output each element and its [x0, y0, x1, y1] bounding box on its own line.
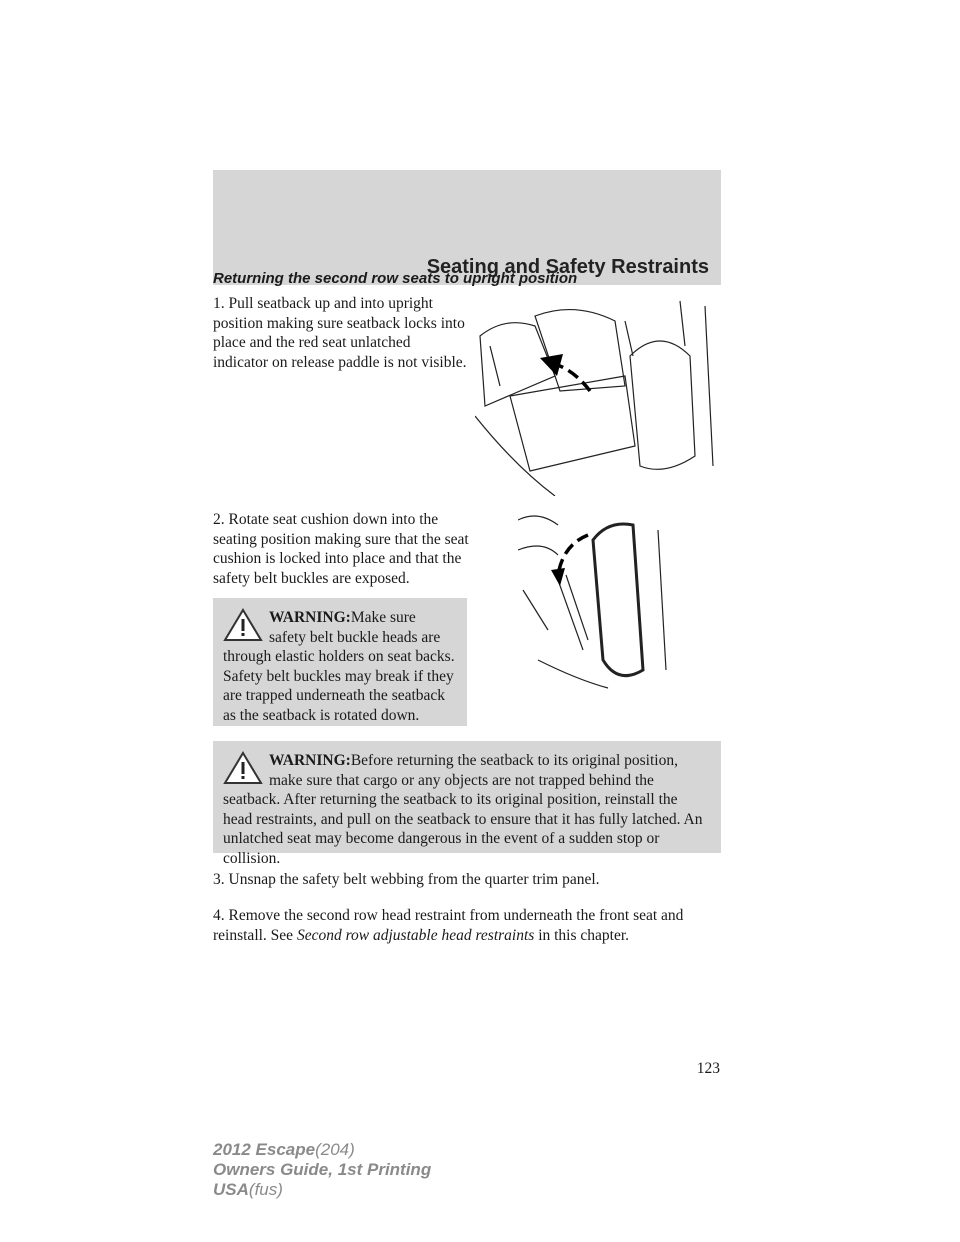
chapter-header: [213, 170, 721, 285]
footer-model-code: (204): [315, 1140, 355, 1159]
footer-market: USA: [213, 1180, 249, 1199]
warning-text: Before returning the seatback to its original position, make sure that cargo or any objects are not trapped behind the seatback. After returning the seatback to its original position, reinstall the head restraints, and pull on the seatback to ensure that it has fully latched. An unlatched seat may become dangerous in the event of a sudden stop or collision.: [223, 752, 703, 867]
section-title: Returning the second row seats to upright position: [213, 270, 578, 287]
seatback-upright-illustration: [475, 296, 721, 496]
print-footer: [213, 1140, 431, 1200]
cross-reference-link[interactable]: Second row adjustable head restraints: [296, 926, 535, 944]
warning-text: Make sure safety belt buckle heads are through elastic holders on seat backs. Safety belt buckles may break if they are trapped underneath the seatback as the seatback is rotated down.: [223, 609, 455, 724]
warning-box-buckles: [213, 598, 467, 726]
warning-box-cargo: [213, 741, 721, 867]
footer-edition: Owners Guide, 1st Printing: [213, 1160, 432, 1179]
footer-market-code: (fus): [248, 1180, 283, 1199]
seat-cushion-rotate-illustration: [518, 510, 678, 690]
footer-model: 2012 Escape: [213, 1140, 316, 1159]
step-2: 2. Rotate seat cushion down into the seating position making sure that the seat cushion is locked into place and that the safety belt buckles are exposed.: [213, 511, 469, 587]
chapter-title: Seating and Safety Restraints: [426, 256, 709, 278]
step-4: [213, 906, 721, 945]
warning-triangle-icon: [223, 608, 263, 642]
step-4-text: 4. Remove the second row head restraint from underneath the front seat and reinstall. See: [213, 907, 684, 944]
page-number: 123: [696, 1060, 720, 1077]
step-1: 1. Pull seatback up and into upright position making sure seatback locks into place and the red seat unlatched indicator on release paddle is not visible.: [213, 295, 467, 371]
step-4-tail: in this chapter.: [534, 926, 630, 944]
warning-label: WARNING:: [269, 609, 351, 626]
warning-triangle-icon: [223, 751, 263, 785]
warning-label: WARNING:: [269, 752, 351, 769]
step-3: 3. Unsnap the safety belt webbing from the quarter trim panel.: [213, 871, 600, 888]
